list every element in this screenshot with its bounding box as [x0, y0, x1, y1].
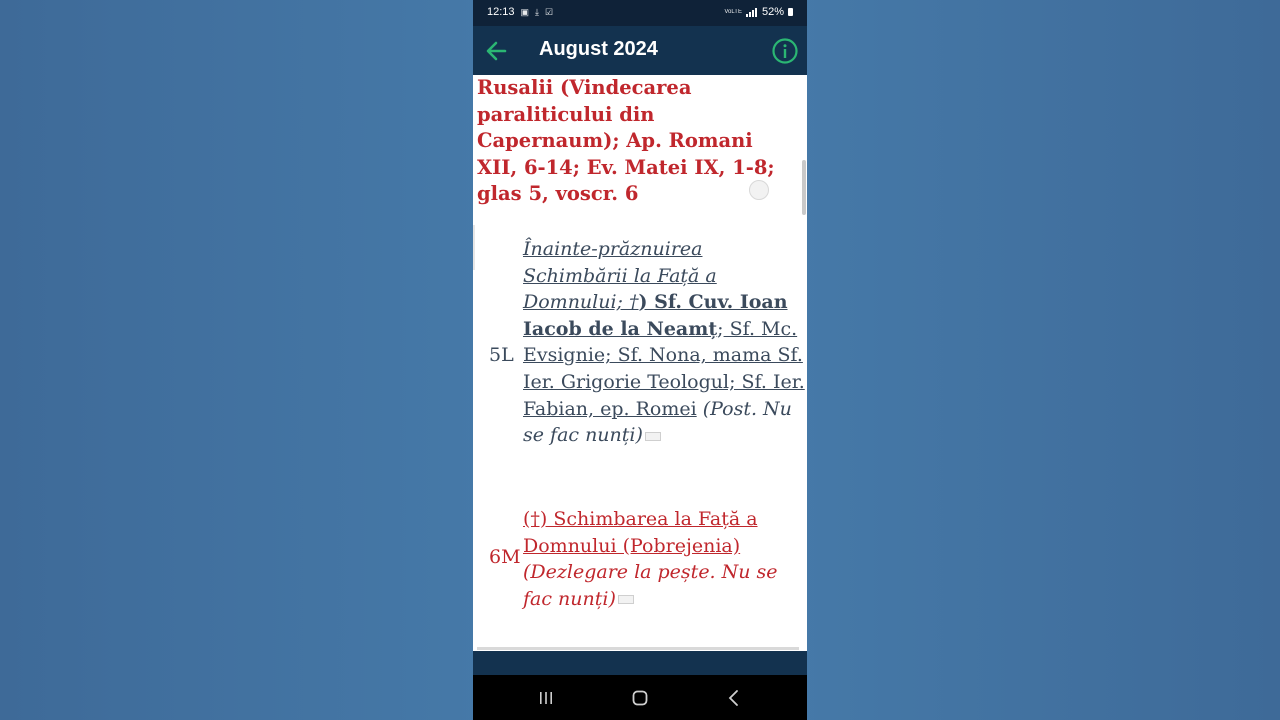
- check-icon: ☑: [545, 6, 554, 17]
- day-saints[interactable]: [523, 506, 805, 612]
- day-saints[interactable]: [523, 236, 805, 449]
- home-icon[interactable]: [628, 686, 652, 710]
- arrow-left-icon[interactable]: [483, 37, 511, 65]
- feast-heading: Rusalii (Vindecarea paraliticului din Capernaum); Ap. Romani XII, 6-14; Ev. Matei IX, 1-8; glas 5, voscr. 6: [477, 76, 775, 205]
- download-icon: ⤓: [535, 6, 540, 17]
- divider: [477, 647, 799, 650]
- screenshot-icon: ▣: [520, 6, 530, 17]
- status-time: 12:13: [487, 6, 515, 18]
- scrollbar[interactable]: [802, 160, 806, 215]
- system-nav-bar: [473, 675, 807, 720]
- day-note: (Post. Nu se fac nunți): [523, 397, 792, 447]
- day-label: 5L: [489, 344, 514, 366]
- battery-icon: [788, 8, 793, 16]
- bottom-bar: [473, 651, 807, 675]
- day-label: 6M: [489, 546, 521, 568]
- signal-icon: [746, 8, 758, 17]
- recents-icon[interactable]: [534, 686, 558, 710]
- battery-percent: 52%: [761, 6, 784, 18]
- phone-screen: [473, 0, 807, 720]
- calendar-content[interactable]: [473, 75, 807, 651]
- status-bar: [473, 0, 807, 26]
- chevron-left-icon[interactable]: [722, 686, 746, 710]
- info-icon[interactable]: [771, 37, 799, 65]
- note-icon: [618, 595, 634, 604]
- note-icon: [645, 432, 661, 441]
- day-text-part: Sf. Mc. Evsignie; Sf. Nona, mama Sf. Ier. Grigorie Teologul; Sf. Ier. Fabian, ep. Romei: [523, 317, 805, 420]
- day-text-part: ) Sf. Cuv. Ioan Iacob de la Neamț: [523, 291, 788, 340]
- day-text-part: Înainte-prăznuirea Schimbării la Față a Domnului; †: [523, 238, 717, 314]
- network-label: VoLTE: [724, 9, 742, 15]
- page-title: August 2024: [539, 38, 658, 60]
- day-text-part: ;: [717, 317, 724, 340]
- app-header: [473, 26, 807, 75]
- divider: [473, 225, 475, 270]
- day-text-part: (†) Schimbarea la Față a Domnului (Pobrejenia): [523, 508, 758, 557]
- touch-indicator: [749, 180, 769, 200]
- day-note: (Dezlegare la pește. Nu se fac nunți): [523, 561, 778, 610]
